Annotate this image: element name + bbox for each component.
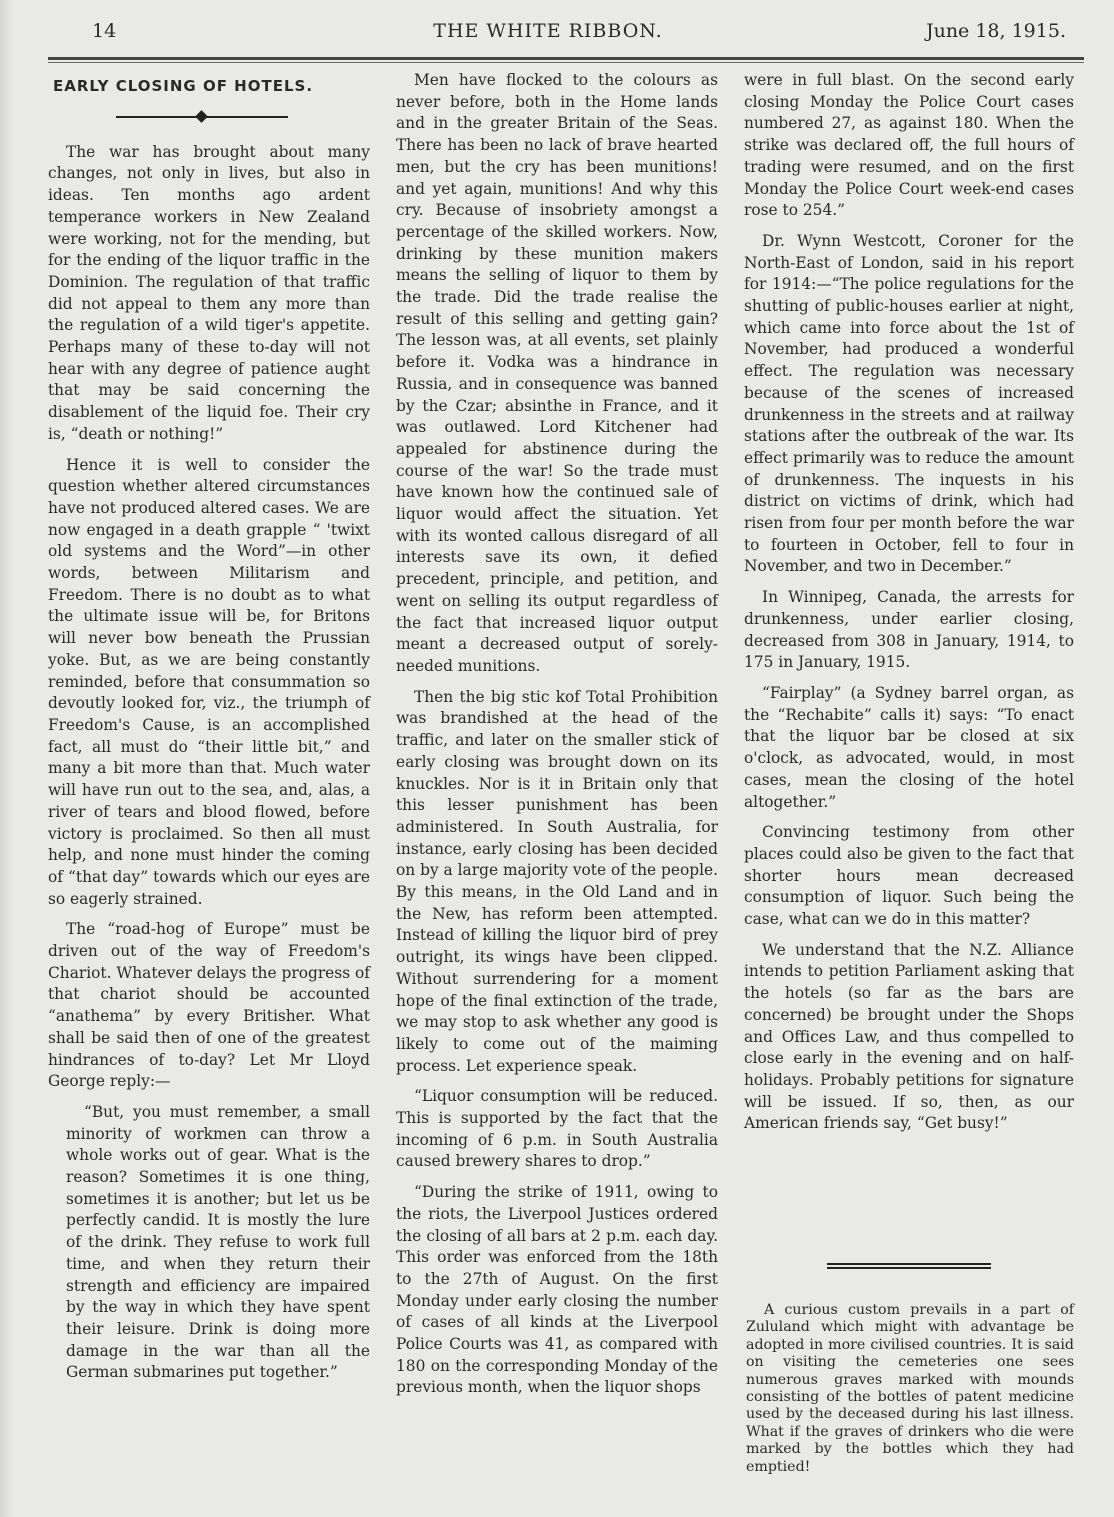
page-header: [30, 20, 1066, 46]
diamond-ornament-icon: [195, 110, 208, 123]
paragraph: Then the big stic kof Total Prohibition was brandished at the head of the traffic, and later on the smaller stick of early closing was brought down on its knuckles. Nor is it in Britain only that this lesser punishment has been administered. In South Australia, for instance, early closing has been decided on by a large majority vote of the people. By this means, in the Old Land and in the New, has reform been attempted. Instead of killing the liquor bird of prey outright, its wings have been clipped. Without surrendering for a moment hope of the final extinction of the trade, we may stop to ask whether any good is likely to come out of the maiming process. Let experience speak.: [396, 687, 718, 1075]
paragraph: The war has brought about many changes, not only in lives, but also in ideas. Ten months ago ardent temperance workers in New Zealand were working, not for the mending, but for the ending of the liquor traffic in the Dominion. The regulation of that traffic did not appeal to them any more than the regulation of a wild tiger's appetite. Perhaps many of these to-day will not hear with any degree of patience aught that may be said concerning the disablement of the liquid foe. Their cry is, “death or nothing!”: [48, 142, 370, 443]
paragraph: The “road-hog of Europe” must be driven out of the way of Freedom's Chariot. Whatever delays the progress of that chariot should be accounted “anathema” by every Britisher. What shall be said then of one of the greatest hindrances of to-day? Let Mr Lloyd George reply:—: [48, 920, 370, 1091]
article-title: EARLY CLOSING OF HOTELS.: [53, 77, 314, 95]
title-divider: [48, 106, 370, 128]
separator-line: [827, 1267, 991, 1269]
section-separator: [827, 1263, 991, 1271]
column-3: [744, 70, 1074, 1144]
paragraph: We understand that the N.Z. Alliance intends to petition Parliament asking that the hotels (so far as the bars are concerned) be brought under the Shops and Offices Law, and thus compelled to close early in the evening and on half-holidays. Probably petitions for signature will be issued. If so, then, as our American friends say, “Get busy!”: [744, 940, 1074, 1133]
publication-title: THE WHITE RIBBON.: [433, 20, 663, 42]
separator-line: [827, 1263, 991, 1265]
header-rule-thin: [48, 62, 1084, 63]
lloyd-george-quote: “But, you must remember, a small minority of workmen can throw a whole works out of gear. What is the reason? Sometimes it is one thing, sometimes it is another; but let us be perfectly candid. It is mostly the lure of the drink. They refuse to work full time, and when they return their strength and efficiency are impaired by the way in which they have spent their leisure. Drink is doing more damage in the war than all the German submarines put together.”: [66, 1102, 370, 1382]
paragraph: In Winnipeg, Canada, the arrests for drunkenness, under earlier closing, decreased from 308 in January, 1914, to 175 in January, 1915.: [744, 588, 1074, 672]
paragraph: “During the strike of 1911, owing to the riots, the Liverpool Justices ordered the closing of all bars at 2 p.m. each day. This order was enforced from the 18th to the 27th of August. On the first Monday under early closing the number of cases of all kinds at the Liverpool Police Courts was 41, as compared with 180 on the corresponding Monday of the previous month, when the liquor shops: [396, 1183, 718, 1397]
column-1: [48, 70, 370, 1393]
paragraph: “Liquor consumption will be reduced. This is supported by the fact that the incoming of 6 p.m. in South Australia caused brewery shares to drop.”: [396, 1087, 718, 1171]
column-2: [396, 70, 718, 1408]
page-number: 14: [92, 20, 117, 42]
paragraph: were in full blast. On the second early closing Monday the Police Court cases numbered 27, as against 180. When the strike was declared off, the full hours of trading were resumed, and on the first Monday the Police Court week-end cases rose to 254.”: [744, 71, 1074, 220]
scan-edge-shadow: [0, 0, 14, 1517]
paragraph: Dr. Wynn Westcott, Coroner for the North-East of London, said in his report for 1914:—“The police regulations for the shutting of public-houses earlier at night, which came into force about the 1st of November, had produced a wonderful effect. The regulation was necessary because of the scenes of increased drunkenness in the streets and at railway stations after the outbreak of the war. Its effect primarily was to reduce the amount of drunkenness. The inquests in his district on victims of drink, which had risen from four per month before the war to fourteen in October, fell to four in November, and two in December.”: [744, 231, 1074, 576]
paragraph: Men have flocked to the colours as never before, both in the Home lands and in the greater Britain of the Seas. There has been no lack of brave hearted men, but the cry has been munitions! and yet again, munitions! And why this cry. Because of insobriety amongst a percentage of the skilled workers. Now, drinking by these munition makers means the selling of liquor to them by the trade. Did the trade realise the result of this selling and getting gain? The lesson was, at all events, set plainly before it. Vodka was a hindrance in Russia, and in consequence was banned by the Czar; absinthe in France, and it was outlawed. Lord Kitchener had appealed for abstinence during the course of the war! So the trade must have known how the continued sale of liquor would affect the situation. Yet with its wonted callous disregard of all interests save its own, it defied precedent, principle, and petition, and went on selling its output regardless of the fact that increased liquor output meant a decreased output of sorely-needed munitions.: [396, 71, 718, 675]
paragraph: “Fairplay” (a Sydney barrel organ, as the “Rechabite” calls it) says: “To enact that the liquor bar be closed at six o'clock, as advocated, would, in most cases, mean the closing of the hotel altogether.”: [744, 683, 1074, 811]
paragraph: Hence it is well to consider the question whether altered circumstances have not produced altered cases. We are now engaged in a death grapple “ 'twixt old systems and the Word”—in other words, between Militarism and Freedom. There is no doubt as to what the ultimate issue will be, for Britons will never bow beneath the Prussian yoke. But, as we are being constantly reminded, before that consummation so devoutly looked for, viz., the triumph of Freedom's Cause, is an accomplished fact, all must do “their little bit,” and many a bit more than that. Much water will have run out to the sea, and, alas, a river of tears and blood flowed, before victory is proclaimed. So then all must help, and none must hinder the coming of “that day” towards which our eyes are so eagerly strained.: [48, 455, 370, 908]
paragraph: Convincing testimony from other places could also be given to the fact that shorter hours mean decreased consumption of liquor. Such being the case, what can we do in this matter?: [744, 823, 1074, 929]
issue-date: June 18, 1915.: [925, 20, 1066, 42]
zululand-item: A curious custom prevails in a part of Zululand which might with advantage be adopted in more civilised countries. It is said on visiting the cemeteries one sees numerous graves marked with mounds consisting of the bottles of patent medicine used by the deceased during his last illness. What if the graves of drinkers who die were marked by the bottles which they had emptied!: [746, 1302, 1074, 1475]
header-rule: [48, 57, 1084, 60]
